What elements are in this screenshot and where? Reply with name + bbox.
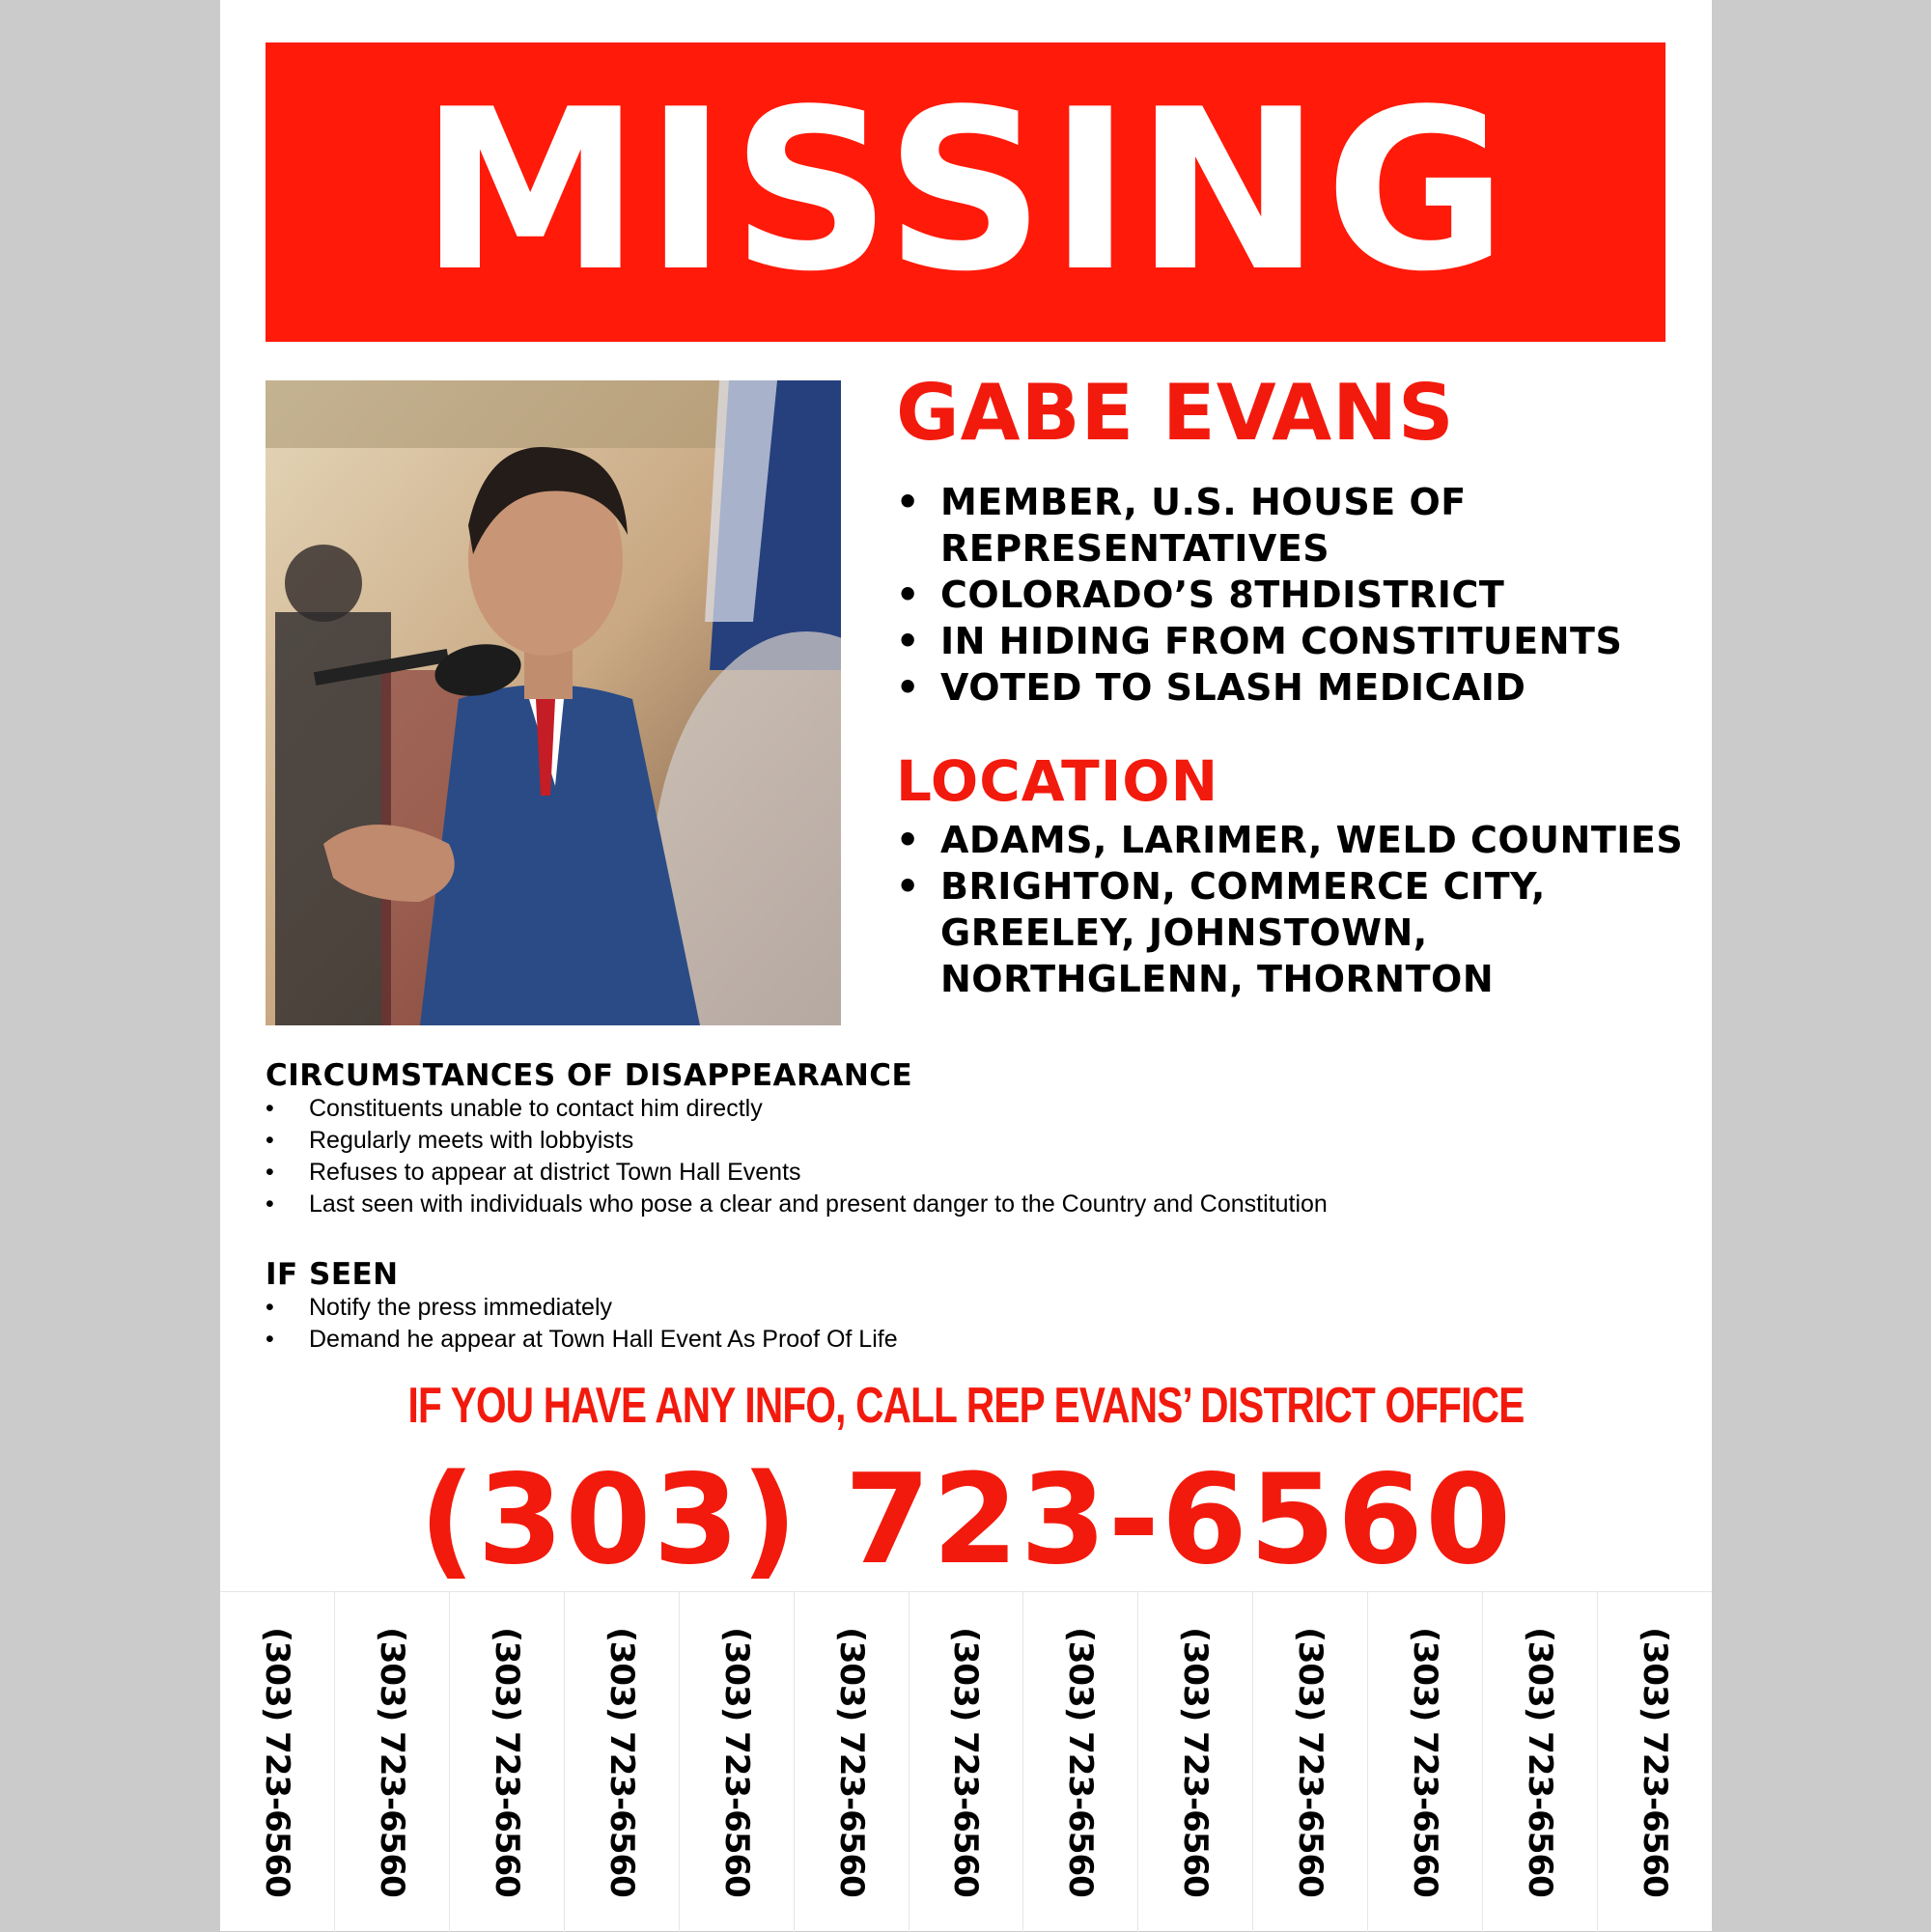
tear-tab[interactable]: [1598, 1592, 1712, 1932]
tear-tab[interactable]: [450, 1592, 565, 1932]
circumstance-item: • Constituents unable to contact him directly: [266, 1093, 1665, 1125]
circumstances-list: [266, 1093, 1665, 1220]
tear-tab[interactable]: [910, 1592, 1024, 1932]
trait-item: • COLORADO’S 8THDISTRICT: [896, 572, 1707, 618]
tear-tab-phone: (303) 723-6560: [1061, 1627, 1101, 1897]
tear-tab-phone: (303) 723-6560: [1406, 1627, 1445, 1897]
circumstance-item: • Last seen with individuals who pose a clear and present danger to the Country and Constitution: [266, 1189, 1665, 1220]
subject-name: GABE EVANS: [896, 368, 1455, 458]
phone-number: (303) 723-6560: [418, 1448, 1514, 1592]
tear-tab-phone: (303) 723-6560: [1176, 1627, 1216, 1897]
circumstances-section: [266, 1058, 1665, 1220]
tear-tab-phone: (303) 723-6560: [257, 1627, 296, 1897]
portrait-photo: [266, 380, 841, 1025]
tear-tab-phone: (303) 723-6560: [831, 1627, 871, 1897]
portrait-illustration: [266, 380, 841, 1025]
circumstances-heading: CIRCUMSTANCES OF DISAPPEARANCE: [266, 1058, 913, 1093]
location-list: [896, 817, 1707, 1002]
tear-tab-phone: (303) 723-6560: [487, 1627, 526, 1897]
tear-tab[interactable]: [335, 1592, 450, 1932]
tear-tab-phone: (303) 723-6560: [1291, 1627, 1330, 1897]
if-seen-item: • Demand he appear at Town Hall Event As Proof Of Life: [266, 1324, 1665, 1356]
tear-tab[interactable]: [1368, 1592, 1483, 1932]
tear-tab[interactable]: [1253, 1592, 1368, 1932]
tear-tab-phone: (303) 723-6560: [372, 1627, 411, 1897]
location-heading: LOCATION: [896, 748, 1219, 814]
tear-tab[interactable]: [1138, 1592, 1253, 1932]
tear-tab[interactable]: [795, 1592, 910, 1932]
tear-off-tabs: [220, 1591, 1712, 1932]
tear-tab[interactable]: [565, 1592, 680, 1932]
tear-tab[interactable]: [1023, 1592, 1138, 1932]
location-item: • ADAMS, LARIMER, WELD COUNTIES: [896, 817, 1707, 863]
missing-banner: [266, 42, 1665, 342]
tear-tab[interactable]: [680, 1592, 795, 1932]
call-instruction: IF YOU HAVE ANY INFO, CALL REP EVANS’ DISTRICT OFFICE: [407, 1378, 1525, 1434]
circumstance-item: • Refuses to appear at district Town Hall Events: [266, 1157, 1665, 1189]
missing-poster: [220, 0, 1712, 1931]
if-seen-list: [266, 1292, 1665, 1356]
if-seen-item: • Notify the press immediately: [266, 1292, 1665, 1324]
circumstance-item: • Regularly meets with lobbyists: [266, 1125, 1665, 1157]
tear-tab-phone: (303) 723-6560: [602, 1627, 641, 1897]
trait-item: • VOTED TO SLASH MEDICAID: [896, 664, 1707, 711]
subject-info: [896, 368, 1707, 1002]
tear-tab[interactable]: [220, 1592, 335, 1932]
trait-item: • IN HIDING FROM CONSTITUENTS: [896, 618, 1707, 664]
tear-tab-phone: (303) 723-6560: [1521, 1627, 1560, 1897]
trait-item: • MEMBER, U.S. HOUSE OF REPRESENTATIVES: [896, 479, 1707, 572]
location-item: • BRIGHTON, COMMERCE CITY, GREELEY, JOHNSTOWN, NORTHGLENN, THORNTON: [896, 863, 1707, 1002]
if-seen-heading: IF SEEN: [266, 1257, 399, 1292]
banner-title: MISSING: [419, 63, 1512, 321]
if-seen-section: [266, 1257, 1665, 1356]
tear-tab-phone: (303) 723-6560: [716, 1627, 756, 1897]
tear-tab[interactable]: [1483, 1592, 1598, 1932]
tear-tab-phone: (303) 723-6560: [946, 1627, 986, 1897]
tear-tab-phone: (303) 723-6560: [1636, 1627, 1675, 1897]
subject-traits: [896, 479, 1707, 711]
